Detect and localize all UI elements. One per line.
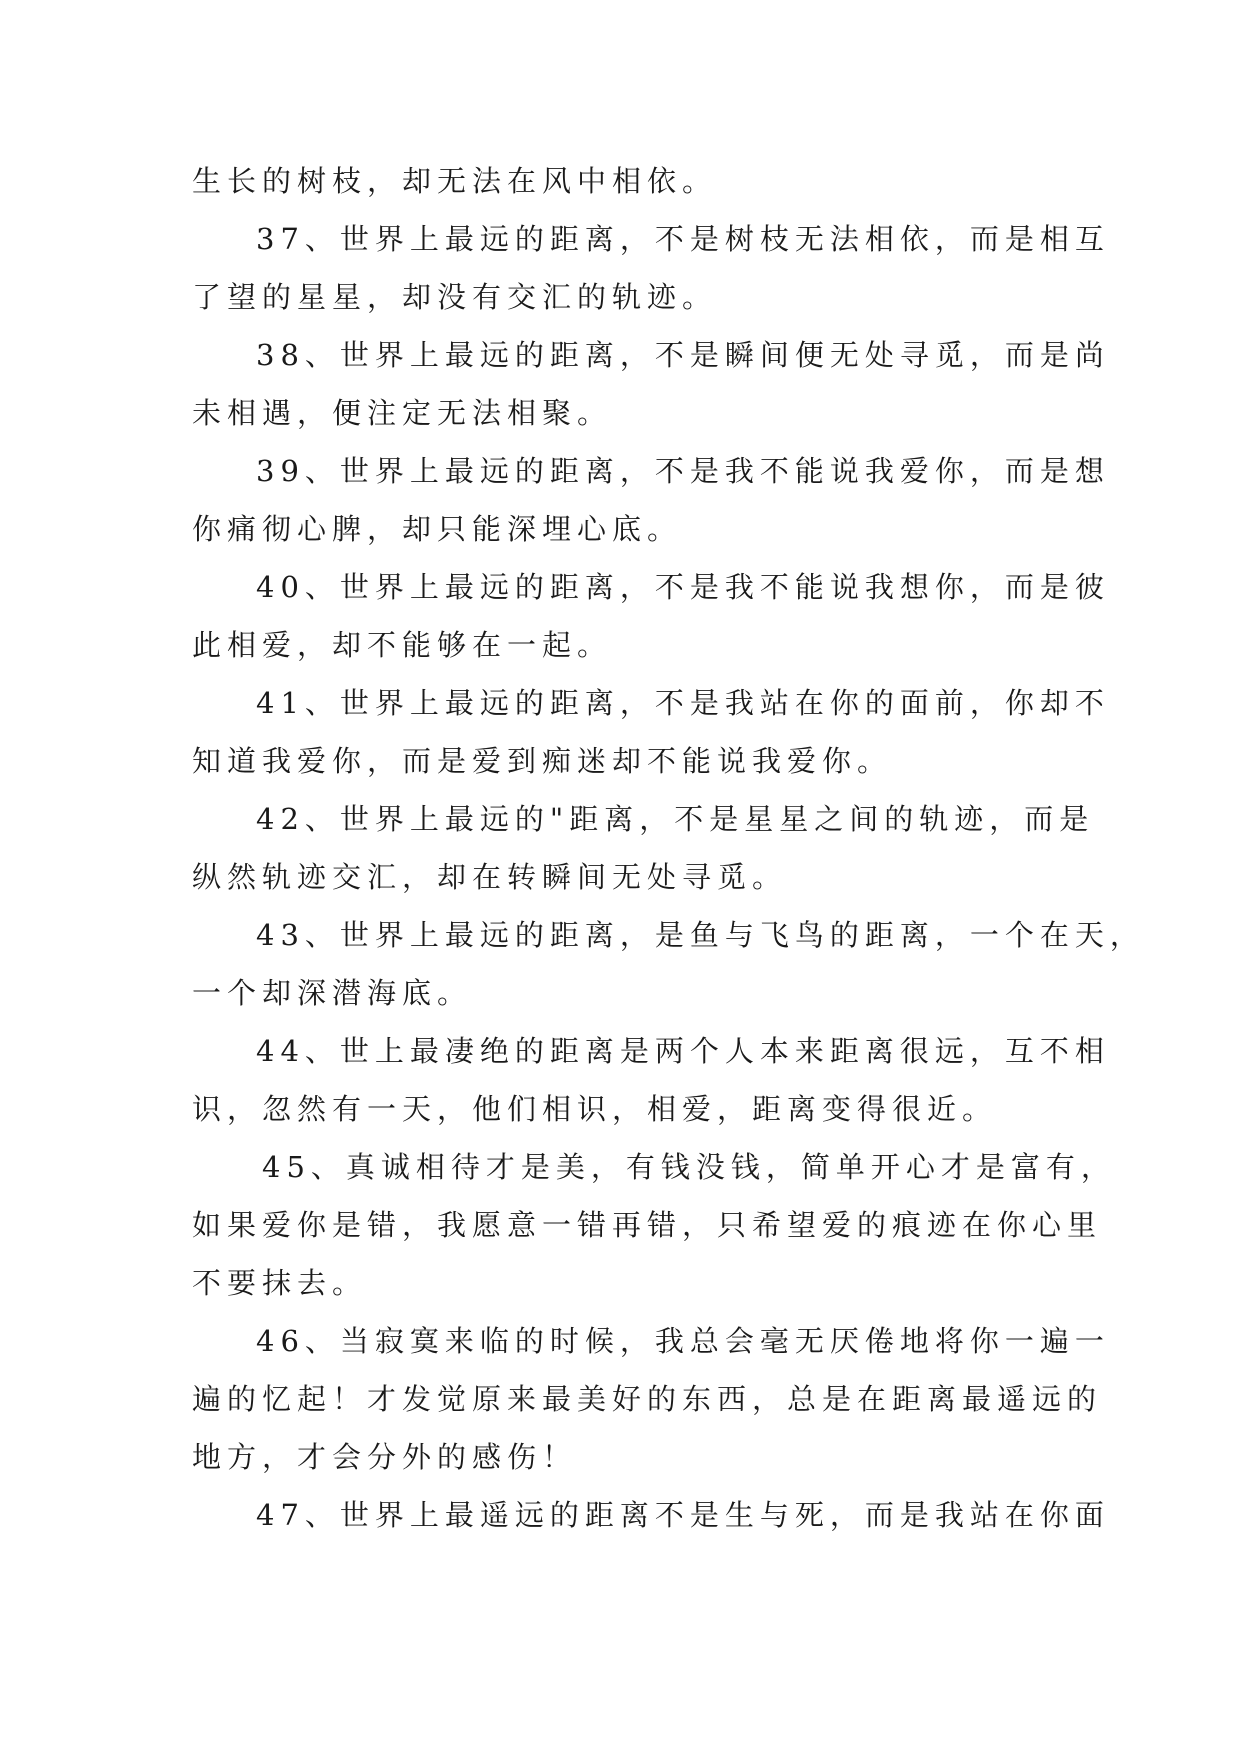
text-line: 遍的忆起！才发觉原来最美好的东西，总是在距离最遥远的 <box>192 1382 1103 1416</box>
text-line: 纵然轨迹交汇，却在转瞬间无处寻觅。 <box>192 860 788 894</box>
text-line: 46、当寂寞来临的时候，我总会毫无厌倦地将你一遍一 <box>256 1324 1110 1358</box>
text-line: 你痛彻心脾，却只能深埋心底。 <box>192 512 683 546</box>
body-text <box>192 152 1145 1544</box>
text-line: 43、世界上最远的距离，是鱼与飞鸟的距离，一个在天， <box>256 918 1145 952</box>
text-line: 39、世界上最远的距离，不是我不能说我爱你，而是想 <box>256 454 1110 488</box>
text-line: 41、世界上最远的距离，不是我站在你的面前，你却不 <box>256 686 1110 720</box>
text-line: 了望的星星，却没有交汇的轨迹。 <box>192 280 718 314</box>
text-line: 知道我爱你，而是爱到痴迷却不能说我爱你。 <box>192 744 893 778</box>
text-line: 此相爱，却不能够在一起。 <box>192 628 613 662</box>
text-line: 45、真诚相待才是美，有钱没钱，简单开心才是富有， <box>262 1150 1116 1184</box>
text-line: 地方，才会分外的感伤！ <box>192 1440 578 1474</box>
text-line: 一个却深潜海底。 <box>192 976 473 1010</box>
text-line: 未相遇，便注定无法相聚。 <box>192 396 613 430</box>
text-line: 42、世界上最远的"距离，不是星星之间的轨迹，而是 <box>256 802 1095 836</box>
text-line: 不要抹去。 <box>192 1266 368 1300</box>
text-line: 生长的树枝，却无法在风中相依。 <box>192 164 718 198</box>
text-line: 38、世界上最远的距离，不是瞬间便无处寻觅，而是尚 <box>256 338 1110 372</box>
text-line: 44、世上最凄绝的距离是两个人本来距离很远，互不相 <box>256 1034 1110 1068</box>
text-line: 40、世界上最远的距离，不是我不能说我想你，而是彼 <box>256 570 1110 604</box>
text-line: 如果爱你是错，我愿意一错再错，只希望爱的痕迹在你心里 <box>192 1208 1103 1242</box>
text-line: 47、世界上最遥远的距离不是生与死，而是我站在你面 <box>256 1498 1110 1532</box>
text-line: 37、世界上最远的距离，不是树枝无法相依，而是相互 <box>256 222 1110 256</box>
text-line: 识，忽然有一天，他们相识，相爱，距离变得很近。 <box>192 1092 998 1126</box>
